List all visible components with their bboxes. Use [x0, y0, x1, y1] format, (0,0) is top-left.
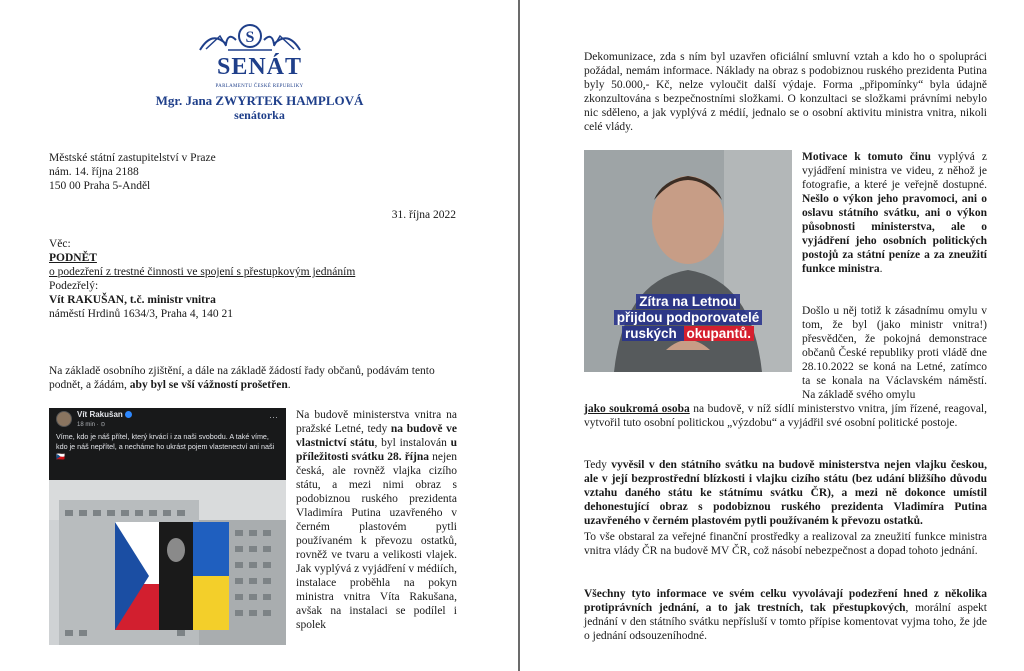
intro-emphasis: aby byl se vší vážností prošetřen [129, 379, 288, 391]
verified-badge-icon [125, 411, 132, 418]
post-text: Víme, kdo je náš přítel, který krvácí i za naši svobodu. A také víme, kdo je náš nepřítel, a necháme ho ukrást pojem vlastenectví ani naši 🇨🇿 [56, 432, 275, 461]
video-caption [584, 294, 792, 342]
installation-emphasis-2: u příležitosti svátku 28. října [296, 437, 457, 463]
motive-emphasis: Nešlo o výkon jeho pravomoci, ani o oslavu státního svátku, ani o výkon působnosti ministerstva, ale o vyjádření jeho osobních politických postojů za státní peníze a za zneužití funkce ministra [802, 193, 987, 275]
svg-text:S: S [245, 29, 255, 46]
post-time: 18 min · ⊙ [77, 422, 106, 428]
caption-line-2 [584, 310, 792, 326]
dekomunizace-paragraph: Dekomunizace, zda s ním byl uzavřen oficiální smluvní vztah a kdo ho o spolupráci požádal, nemám informace. Náklady na obraz s podobiznou ruského prezidenta Putina byly 50.000,- Kč, nelze vyloučit další výdaje. Forma „připomínky“ byla údajně zkonzultována s bezpečnostními složkami. O konzultaci se složkami právními nebylo nic sděleno, a jak vyplývá z médií, jednalo se o osobní aktivitu ministra vnitra, nikoli celé vlády. [584, 51, 987, 133]
intro-line-1: Na základě osobního zjištění, a dále na základě žádostí řady občanů, podávám tento [49, 365, 435, 377]
intro-text: podnět, a žádám, [49, 379, 130, 391]
senate-wordmark: SENÁT [216, 54, 303, 80]
subject-heading: PODNĚT [49, 252, 97, 264]
hung-lead: Tedy [584, 459, 612, 471]
hung-flags-paragraph [584, 458, 987, 528]
video-still [584, 150, 792, 372]
motive-text: vyplývá z vyjádření ministra ve videu, z něhož je fotografie, a které je veřejně dostupné. [802, 151, 987, 191]
intro-period: . [287, 379, 291, 391]
letter-date: 31. října 2022 [391, 209, 456, 221]
author-avatar [56, 411, 72, 427]
hung-emphasis: vyvěsil v den státního svátku na budově ministerstva nejen vlajku českou, ale v její bezprostřední blízkosti i vlajku cizího státu (bez udání bližšího důvodu vztahu daného státu ke státnímu svátku ČR), a mezi ně dokonce umístil dehonestující obraz s podobiznou ruského prezidenta Vladimíra Putina uzavřeného v černém plastovém pytli používaném k převozu ostatků. [584, 459, 988, 527]
mistake-paragraph-bottom [584, 402, 987, 430]
motive-period: . [879, 263, 883, 275]
sender-name: Mgr. Jana ZWYRTEK HAMPLOVÁ [155, 93, 364, 108]
motive-paragraph [802, 150, 987, 276]
addressee-line-3: 150 00 Praha 5-Anděl [49, 180, 151, 192]
suspect-name: Vít RAKUŠAN, t.č. ministr vnitra [49, 294, 216, 306]
mistake-text-end: na budově, v níž sídlí ministerstvo vnitra, jím řízené, reagoval, vytvořil tuto osobní politickou „výzdobu“ a vyjádřil své osobní politické postoje. [584, 403, 987, 429]
summary-text: , morální aspekt jednání v den státního svátku nepřísluší v tomto přípise komentovat vyjma toho, že jde o jednání odsouzeníhodné. [584, 602, 987, 642]
intro-line-2 [49, 378, 291, 392]
more-options-icon: ··· [269, 412, 278, 422]
post-author-name: Vít Rakušan [77, 410, 123, 419]
subject-label: Věc: [49, 238, 71, 250]
funds-paragraph: To vše obstaral za veřejné finanční prostředky a realizoval za zneužití funkce ministra vnitra vlády ČR na budově MV ČR, což násobí nebezpečnost a dopad tohoto jednání. [584, 531, 987, 557]
summary-emphasis: Všechny tyto informace ve svém celku vyvolávají podezření hned z několika protiprávních jednání, a to jak trestních, tak přestupkových [584, 588, 987, 614]
suspect-address: náměstí Hrdinů 1634/3, Praha 4, 140 21 [49, 308, 233, 320]
installation-emphasis-1: na budově ve vlastnictví státu [296, 423, 457, 449]
addressee-line-1: Městské státní zastupitelství v Praze [49, 152, 216, 164]
building-photo [49, 480, 286, 645]
summary-paragraph [584, 587, 987, 643]
parliament-subtitle: PARLAMENTU ČESKÉ REPUBLIKY [215, 84, 304, 89]
installation-paragraph [296, 408, 457, 632]
mistake-emphasis: jako soukromá osoba [584, 403, 690, 415]
caption-line-3-text: ruských [622, 326, 684, 341]
sender-title: senátorka [234, 108, 285, 122]
suspect-label: Podezřelý: [49, 280, 99, 292]
caption-line-1-text: Zítra na Letnou [636, 294, 740, 309]
caption-line-2-text: přijdou podporovatelé [614, 310, 763, 325]
post-author [77, 410, 132, 419]
mistake-text-start: Došlo u něj totiž k zásadnímu omylu v tom, že byl (jako ministr vnitra!) přesvědčen, že pokojná demonstrace občanů České republiky proti vládě dne 28.10.2022 se koná na Letné, zatímco ta se konala na Václavském náměstí. Na základě svého omylu [802, 305, 987, 401]
installation-text-2: , byl instalován [374, 437, 451, 449]
subject-text: o podezření z trestné činnosti ve spojení s přestupkovým jednáním [49, 266, 356, 278]
senate-emblem-logo [198, 22, 302, 52]
addressee-line-2: nám. 14. října 2188 [49, 166, 139, 178]
caption-line-1 [584, 294, 792, 310]
caption-line-3 [584, 326, 792, 342]
installation-text-1: Na budově ministerstva vnitra na pražské Letné, tedy [296, 409, 457, 435]
facebook-post-screenshot [49, 408, 286, 645]
motive-lead: Motivace k tomuto činu [802, 151, 931, 163]
caption-line-3-highlight: okupantů. [684, 326, 755, 341]
letter-page-2 [520, 0, 1024, 671]
installation-text-3: nejen česká, ale rovněž vlajka cizího státu, a mezi nimi obraz s podobiznou ruského prezidenta Vladimíra Putina uzavřeného v černém plastovém pytli používaném k převozu ostatků, rovněž ve tvaru a velikosti vlajek. Jak vyplývá z vyjádření v médiích, instalace proběhla na pokyn ministra vnitra Víta Rakušana, avšak na instalaci se podílel i spolek [296, 451, 458, 631]
mistake-paragraph-top [802, 304, 987, 402]
